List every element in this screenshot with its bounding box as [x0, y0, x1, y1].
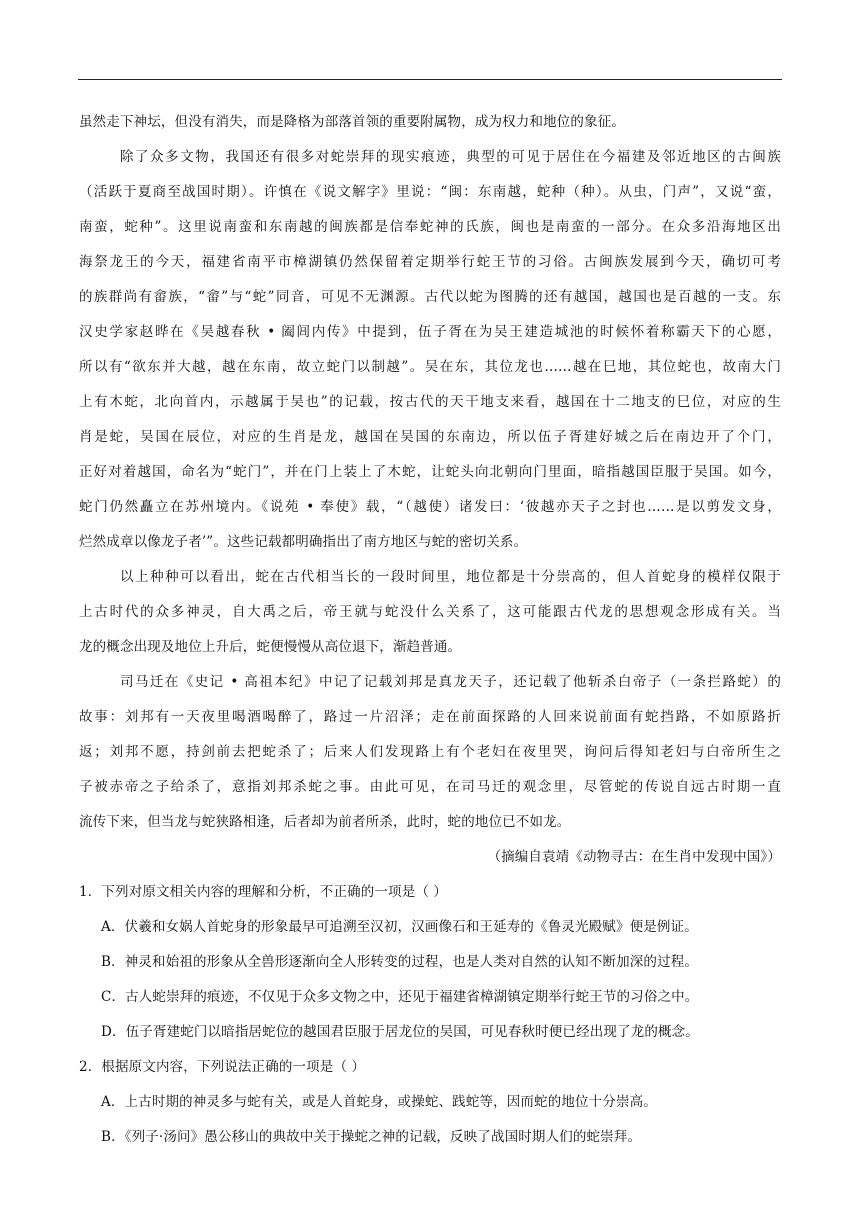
- text-line: 虽然走下神坛，但没有消失，而是降格为部落首领的重要附属物，成为权力和地位的象征。: [79, 114, 625, 130]
- text-line: 以上种种可以看出，蛇在古代相当长的一段时间里，地位都是十分崇高的，但人首蛇身的模样仅限于: [120, 569, 781, 585]
- text-line: 南蛮，蛇种”。这里说南蛮和东南越的闽族都是信奉蛇神的氏族，闽也是南蛮的一部分。在众多沿海地区出: [79, 219, 781, 235]
- source-citation: （摘编自袁靖《动物寻古：在生肖中发现中国》）: [487, 849, 781, 865]
- text-line: 龙的概念出现及地位上升后，蛇便慢慢从高位退下，渐趋普通。: [79, 639, 462, 655]
- text-line: 海祭龙王的今天，福建省南平市樟湖镇仍然保留着定期举行蛇王节的习俗。古闽族发展到今天，确切可考: [79, 254, 781, 270]
- text-line: 流传下来，但当龙与蛇狭路相逢，后者却为前者所杀，此时，蛇的地位已不如龙。: [79, 814, 571, 830]
- text-line: 故事：刘邦有一天夜里喝酒喝醉了，路过一片沼泽；走在前面探路的人回来说前面有蛇挡路，不如原路折: [79, 709, 781, 725]
- text-line: 肖是蛇，吴国在辰位，对应的生肖是龙，越国在吴国的东南边，所以伍子胥建好城之后在南边开了个门，: [79, 429, 781, 445]
- question-1: 1．下列对原文相关内容的理解和分析，不正确的一项是（ ）: [79, 884, 448, 900]
- option-1a: A．伏羲和女娲人首蛇身的形象最早可追溯至汉初，汉画像石和王延寿的《鲁灵光殿赋》便是例证。: [101, 919, 698, 935]
- text-line: （活跃于夏商至战国时期）。许慎在《说文解字》里说：“闽：东南越，蛇种（种）。从虫，门声”，又说“蛮，: [79, 184, 781, 200]
- option-2b: B．《列子·汤问》愚公移山的典故中关于操蛇之神的记载，反映了战国时期人们的蛇崇拜。: [101, 1129, 642, 1145]
- header-rule: [78, 79, 782, 80]
- text-line: 子被赤帝之子给杀了，意指刘邦杀蛇之事。由此可见，在司马迁的观念里，尽管蛇的传说自远古时期一直: [79, 779, 781, 795]
- text-line: 返；刘邦不愿，持剑前去把蛇杀了；后来人们发现路上有个老妇在夜里哭，询问后得知老妇与白帝所生之: [79, 744, 781, 760]
- text-line: 司马迁在《史记 • 高祖本纪》中记了记载刘邦是真龙天子，还记载了他斩杀白帝子（一条拦路蛇）的: [120, 674, 781, 690]
- question-2: 2．根据原文内容，下列说法正确的一项是（ ）: [79, 1059, 366, 1075]
- option-1c: C．古人蛇崇拜的痕迹，不仅见于众多文物之中，还见于福建省樟湖镇定期举行蛇王节的习俗之中。: [101, 989, 699, 1005]
- option-1b: B．神灵和始祖的形象从全兽形逐渐向全人形转变的过程，也是人类对自然的认知不断加深的过程。: [101, 954, 699, 970]
- text-line: 汉史学家赵晔在《吴越春秋 • 阖闾内传》中提到，伍子胥在为吴王建造城池的时候怀着称霸天下的心愿，: [79, 324, 781, 340]
- text-line: 所以有“欲东并大越，越在东南，故立蛇门以制越”。吴在东，其位龙也……越在巳地，其位蛇也，故南大门: [79, 359, 781, 375]
- text-line: 的族群尚有畲族，“畲”与“蛇”同音，可见不无渊源。古代以蛇为图腾的还有越国，越国也是百越的一支。东: [79, 289, 781, 305]
- option-2a: A．上古时期的神灵多与蛇有关，或是人首蛇身，或操蛇、践蛇等，因而蛇的地位十分崇高。: [101, 1094, 657, 1110]
- text-line: 烂然成章以像龙子者’”。这些记载都明确指出了南方地区与蛇的密切关系。: [79, 534, 528, 550]
- text-line: 上有木蛇，北向首内，示越属于吴也”的记载，按古代的天干地支来看，越国在十二地支的巳位，对应的生: [79, 394, 781, 410]
- option-1d: D．伍子胥建蛇门以暗指居蛇位的越国君臣服于居龙位的吴国，可见春秋时便已经出现了龙的概念。: [101, 1024, 699, 1040]
- text-line: 除了众多文物，我国还有很多对蛇崇拜的现实痕迹，典型的可见于居住在今福建及邻近地区的古闽族: [120, 149, 781, 165]
- text-line: 上古时代的众多神灵，自大禹之后，帝王就与蛇没什么关系了，这可能跟古代龙的思想观念形成有关。当: [79, 604, 781, 620]
- text-line: 蛇门仍然矗立在苏州境内。《说苑 • 奉使》载，“（越使）诸发曰：‘彼越亦天子之封也……是以剪发文身，: [79, 499, 781, 515]
- text-line: 正好对着越国，命名为“蛇门”，并在门上装上了木蛇，让蛇头向北朝向门里面，暗指越国臣服于吴国。如今，: [79, 464, 781, 480]
